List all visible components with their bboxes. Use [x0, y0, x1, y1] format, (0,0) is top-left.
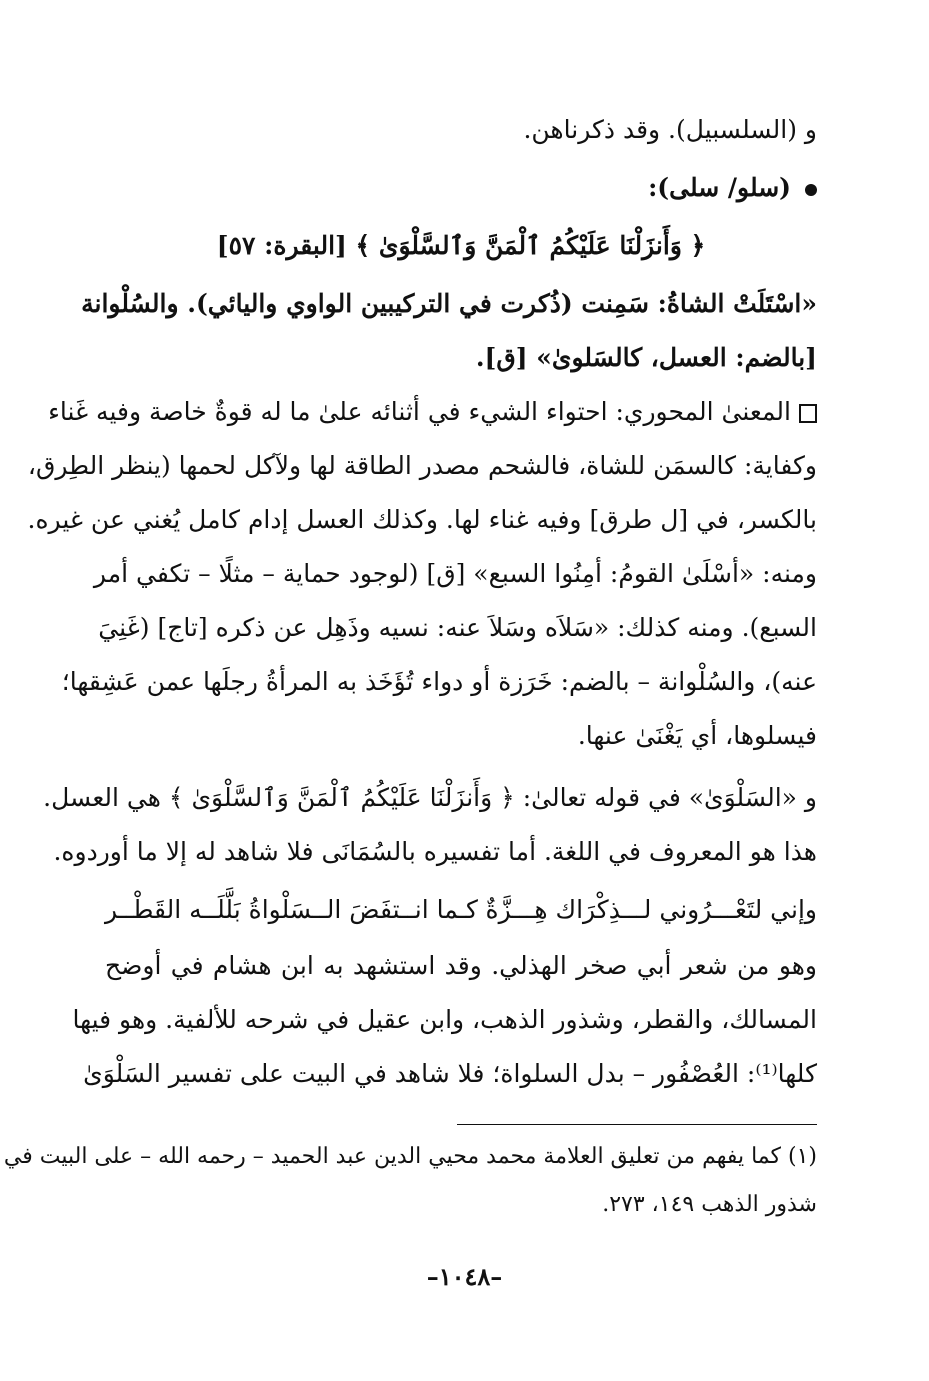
text-line-17: كلها⁽¹⁾: العُصْفُور – بدل السلواة؛ فلا شاهد في البيت على تفسير السَلْوَىٰ	[83, 1059, 817, 1088]
text-line-14: هذا هو المعروف في اللغة. أما تفسيره بالسُمَانَى فلا شاهد له إلا ما أوردوه.	[53, 837, 817, 866]
footnote-divider	[457, 1124, 817, 1125]
text-line-9: ومنه: «أسْلَىٰ القومُ: أمِنُوا السبع» [ق] (لوجود حماية – مثلًا – تكفي أمر	[93, 559, 817, 588]
text-line-16: المسالك، والقطر، وشذور الذهب، وابن عقيل في شرحه للألفية. وهو فيها	[72, 1005, 817, 1034]
poem-left-hemistich: كـما انــتفَضَ الــسَلْواةُ بَلَّلَــه القَطْــر	[105, 895, 478, 924]
text-line-13: و «السَلْوَىٰ» في قوله تعالىٰ: ﴿ وَأَنزَلْنَا عَلَيْكُمُ ٱلْمَنَّ وَٱلسَّلْوَىٰ ﴾ هي العسل.	[43, 783, 817, 812]
text-line-10: السبع). ومنه كذلك: «سَلاَه وسَلاَ عنه: نسيه وذَهِل عن ذكره [تاج] (غَنِيَ	[98, 613, 817, 642]
poem-right-hemistich: وإني لتَعْـــرُوني لـــذِكْرَاك هِـــزَّةٌ	[485, 895, 817, 924]
text-line-6	[48, 392, 817, 432]
quran-verse: ﴿ وَأَنزَلْنَا عَلَيْكُمُ ٱلْمَنَّ وَٱلسَّلْوَىٰ ﴾ [البقرة: ٥٧]	[216, 231, 706, 260]
square-bullet-icon	[799, 404, 817, 423]
text-line-6-text: المعنىٰ المحوري: احتواء الشيء في أثنائه علىٰ ما له قوةٌ خاصة وفيه غَناء	[48, 397, 791, 426]
entry-heading-text: (سلو/ سلى):	[648, 173, 791, 202]
entry-heading	[105, 168, 817, 208]
footnote-line-2: شذور الذهب ١٤٩، ٢٧٣.	[602, 1192, 817, 1217]
bullet-icon	[805, 184, 817, 196]
poem-verse	[105, 890, 817, 930]
text-line-11: عنه)، والسُلْوانة – بالضم: خَرَزة أو دواء تُؤَخَذ به المرأةُ رجلَها عمن عَشِقها؛	[61, 667, 817, 696]
text-line-12: فيسلوها، أي يَغْنَىٰ عنها.	[577, 721, 817, 750]
text-line-15: وهو من شعر أبي صخر الهذلي. وقد استشهد به ابن هشام في أوضح	[105, 951, 817, 980]
text-line-7: وكفاية: كالسمَن للشاة، فالشحم مصدر الطاقة لها ولآكل لحمها (ينظر الطِرق،	[27, 451, 817, 480]
footnote-line-1: (١) كما يفهم من تعليق العلامة محمد محيي الدين عبد الحميد – رحمه الله – على البيت في	[3, 1144, 817, 1169]
text-line-4: «اسْتَلَتْ الشاةُ: سَمِنت (ذُكرت في التركيبين الواوي واليائي). والسُلْوانة	[81, 289, 817, 318]
text-line-1: و (السلسبيل). وقد ذكرناهن.	[523, 115, 817, 144]
text-line-8: بالكسر، في [ل طرق] وفيه غناء لها. وكذلك العسل إدام كامل يُغني عن غيره.	[27, 505, 817, 534]
page-number: –١٠٤٨–	[426, 1262, 503, 1291]
text-line-5: [بالضم: العسل، كالسَلوىٰ» [ق].	[475, 343, 817, 372]
